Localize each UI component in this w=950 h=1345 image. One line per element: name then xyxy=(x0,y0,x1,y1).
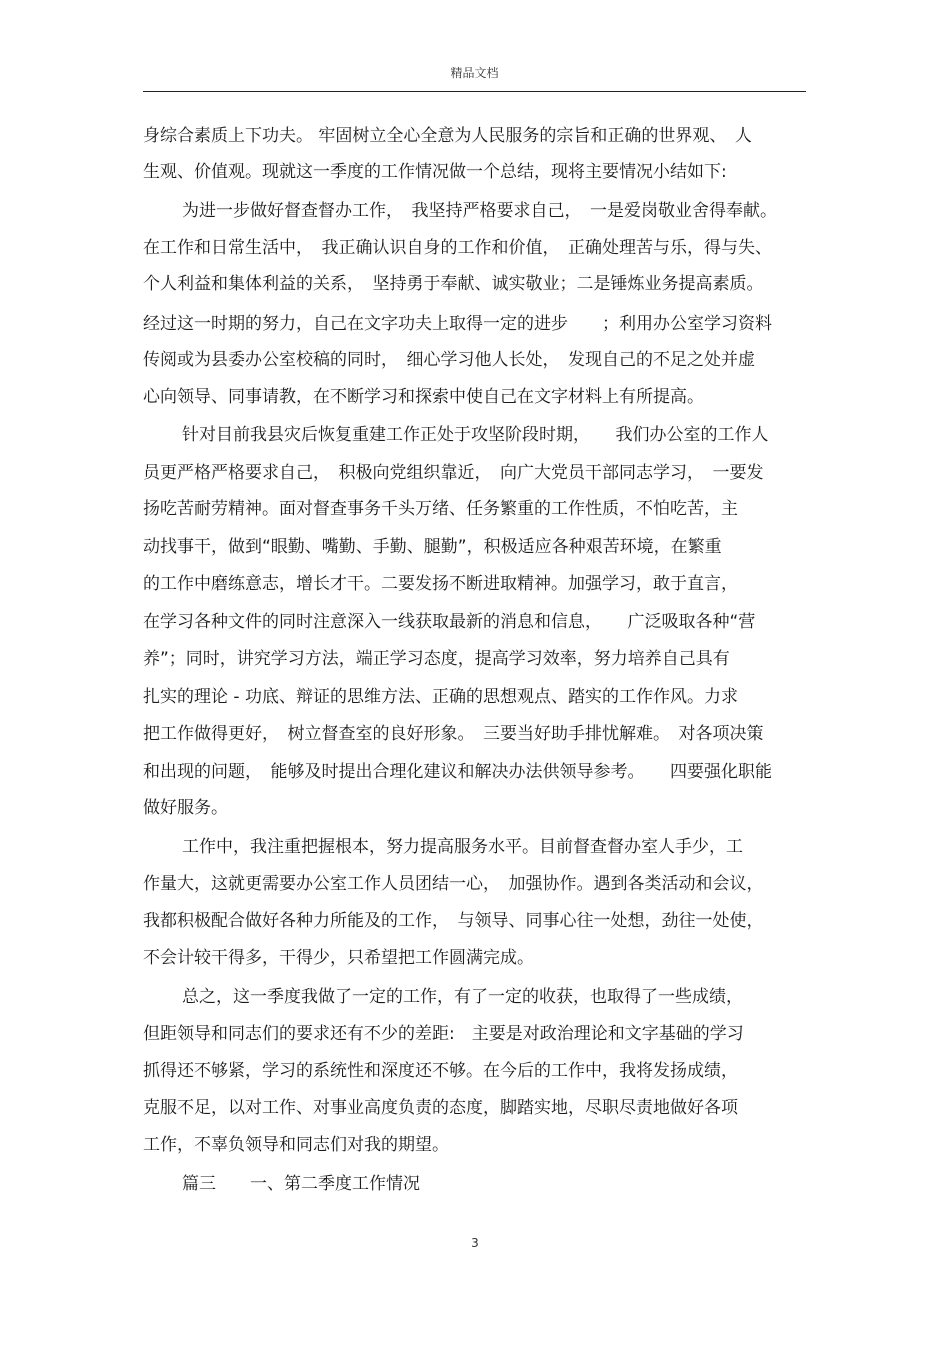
text-line: 做好服务。 xyxy=(143,798,228,818)
text-line: 和出现的问题， 能够及时提出合理化建议和解决办法供领导参考。 四要强化职能 xyxy=(143,762,772,782)
text-line: 生观、价值观。现就这一季度的工作情况做一个总结，现将主要情况小结如下: xyxy=(143,162,727,182)
text-line: 把工作做得更好， 树立督查室的良好形象。 三要当好助手排忧解难。 对各项决策 xyxy=(143,724,764,744)
text-line: 员更严格严格要求自己， 积极向党组织靠近， 向广大党员干部同志学习， 一要发 xyxy=(143,463,764,483)
text-line: 的工作中磨练意志，增长才干。二要发扬不断进取精神。加强学习，敢于直言， xyxy=(143,574,738,594)
text-line: 扬吃苦耐劳精神。面对督查事务千头万绪、任务繁重的工作性质，不怕吃苦，主 xyxy=(143,499,738,519)
header-divider xyxy=(143,91,806,92)
text-line: 身综合素质上下功夫。 牢固树立全心全意为人民服务的宗旨和正确的世界观、 人 xyxy=(143,126,752,146)
text-line: 作量大，这就更需要办公室工作人员团结一心， 加强协作。遇到各类活动和会议， xyxy=(143,874,764,894)
text-line: 个人利益和集体利益的关系， 坚持勇于奉献、诚实敬业；二是锤炼业务提高素质。 xyxy=(143,274,764,294)
text-line: 传阅或为县委办公室校稿的同时， 细心学习他人长处， 发现自己的不足之处并虚 xyxy=(143,350,755,370)
text-line: 动找事干，做到“眼勤、嘴勤、手勤、腿勤”，积极适应各种艰苦环境，在繁重 xyxy=(143,537,722,557)
text-line: 经过这一时期的努力，自己在文字功夫上取得一定的进步 ；利用办公室学习资料 xyxy=(143,314,772,334)
text-line: 为进一步做好督查督办工作， 我坚持严格要求自己， 一是爱岗敬业舍得奉献。 xyxy=(182,201,777,221)
text-line: 针对目前我县灾后恢复重建工作正处于攻坚阶段时期， 我们办公室的工作人 xyxy=(182,425,769,445)
text-line: 工作，不辜负领导和同志们对我的期望。 xyxy=(143,1135,449,1155)
text-line: 总之，这一季度我做了一定的工作，有了一定的收获，也取得了一些成绩， xyxy=(182,987,743,1007)
page-number: 3 xyxy=(471,1236,479,1250)
text-line: 但距领导和同志们的要求还有不少的差距: 主要是对政治理论和文字基础的学习 xyxy=(143,1024,744,1044)
text-line: 在工作和日常生活中， 我正确认识自身的工作和价值， 正确处理苦与乐，得与失、 xyxy=(143,238,772,258)
text-line: 扎实的理论 - 功底、辩证的思维方法、正确的思想观点、踏实的工作作风。力求 xyxy=(143,687,738,707)
text-line: 心向领导、同事请教，在不断学习和探索中使自己在文字材料上有所提高。 xyxy=(143,387,704,407)
text-line: 我都积极配合做好各种力所能及的工作， 与领导、同事心往一处想，劲往一处使， xyxy=(143,911,764,931)
text-line: 抓得还不够紧，学习的系统性和深度还不够。在今后的工作中，我将发扬成绩， xyxy=(143,1061,738,1081)
text-line: 在学习各种文件的同时注意深入一线获取最新的消息和信息， 广泛吸取各种“营 xyxy=(143,612,756,632)
text-line: 工作中，我注重把握根本，努力提高服务水平。目前督查督办室人手少，工 xyxy=(182,837,743,857)
text-line: 养”；同时，讲究学习方法，端正学习态度，提高学习效率，努力培养自己具有 xyxy=(143,649,730,669)
section-heading: 篇三 一、第二季度工作情况 xyxy=(182,1174,420,1194)
header-title: 精品文档 xyxy=(450,66,499,80)
text-line: 克服不足，以对工作、对事业高度负责的态度，脚踏实地，尽职尽责地做好各项 xyxy=(143,1098,738,1118)
text-line: 不会计较干得多，干得少，只希望把工作圆满完成。 xyxy=(143,948,534,968)
